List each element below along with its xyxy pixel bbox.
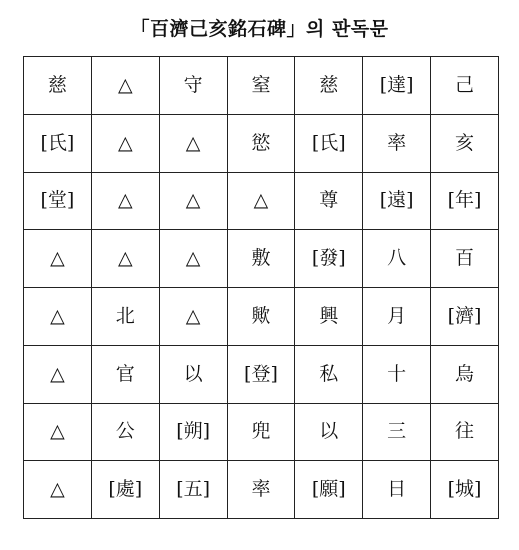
table-cell: 烏 [431, 345, 499, 403]
table-row [24, 461, 499, 519]
table-cell: △ [24, 461, 92, 519]
transcription-table [23, 56, 499, 519]
table-cell: 八 [363, 230, 431, 288]
table-cell: 率 [363, 114, 431, 172]
table-cell: 率 [227, 461, 295, 519]
table-cell: 北 [91, 288, 159, 346]
table-cell: 慈 [295, 57, 363, 115]
table-row [24, 172, 499, 230]
table-cell: 私 [295, 345, 363, 403]
table-cell: △ [159, 172, 227, 230]
table-cell: [處] [91, 461, 159, 519]
table-cell: △ [159, 288, 227, 346]
table-cell: [登] [227, 345, 295, 403]
table-cell: 敷 [227, 230, 295, 288]
table-cell: 十 [363, 345, 431, 403]
table-cell: [氏] [295, 114, 363, 172]
table-cell: 官 [91, 345, 159, 403]
table-row [24, 345, 499, 403]
table-cell: [五] [159, 461, 227, 519]
table-cell: 慾 [227, 114, 295, 172]
table-row [24, 57, 499, 115]
table-cell: 公 [91, 403, 159, 461]
table-cell: [願] [295, 461, 363, 519]
table-cell: 亥 [431, 114, 499, 172]
table-row [24, 114, 499, 172]
table-cell: 己 [431, 57, 499, 115]
table-row [24, 403, 499, 461]
table-cell: [氏] [24, 114, 92, 172]
table-cell: 歟 [227, 288, 295, 346]
table-cell: 以 [295, 403, 363, 461]
table-cell: 日 [363, 461, 431, 519]
table-cell: 尊 [295, 172, 363, 230]
table-cell: [遠] [363, 172, 431, 230]
table-cell: △ [24, 403, 92, 461]
table-cell: 百 [431, 230, 499, 288]
table-row [24, 230, 499, 288]
table-cell: △ [159, 230, 227, 288]
table-cell: 慈 [24, 57, 92, 115]
table-cell: 窒 [227, 57, 295, 115]
table-row [24, 288, 499, 346]
table-cell: 兜 [227, 403, 295, 461]
table-cell: [發] [295, 230, 363, 288]
table-cell: △ [159, 114, 227, 172]
table-cell: 守 [159, 57, 227, 115]
table-cell: △ [24, 345, 92, 403]
table-cell: [年] [431, 172, 499, 230]
table-cell: 以 [159, 345, 227, 403]
table-cell: △ [24, 288, 92, 346]
table-cell: △ [91, 230, 159, 288]
table-cell: 往 [431, 403, 499, 461]
table-cell: △ [91, 114, 159, 172]
page-title: 「百濟己亥銘石碑」의 판독문 [130, 18, 389, 40]
table-cell: [城] [431, 461, 499, 519]
table-cell: 興 [295, 288, 363, 346]
table-cell: [堂] [24, 172, 92, 230]
table-cell: [朔] [159, 403, 227, 461]
table-cell: △ [91, 172, 159, 230]
table-cell: 月 [363, 288, 431, 346]
table-cell: [達] [363, 57, 431, 115]
table-cell: [濟] [431, 288, 499, 346]
table-cell: △ [91, 57, 159, 115]
table-cell: △ [24, 230, 92, 288]
table-cell: △ [227, 172, 295, 230]
table-cell: 三 [363, 403, 431, 461]
